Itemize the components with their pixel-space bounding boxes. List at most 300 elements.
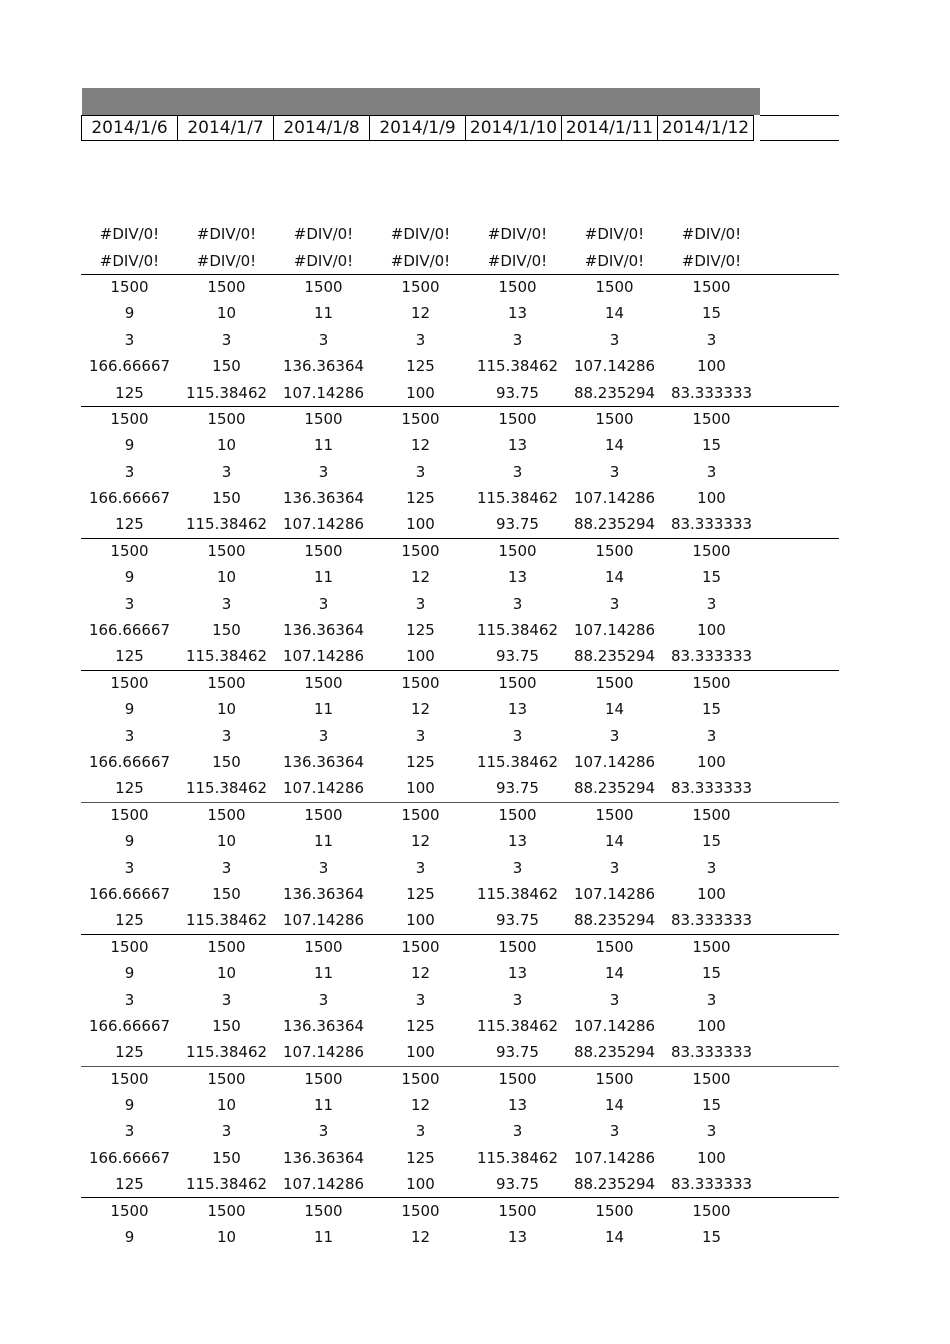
table-cell[interactable]: 100	[697, 753, 726, 771]
table-cell[interactable]: 3	[124, 330, 135, 349]
table-cell[interactable]: 3	[706, 858, 717, 877]
table-cell[interactable]: 3	[512, 330, 523, 349]
table-cell[interactable]: 1500	[304, 278, 343, 297]
table-cell[interactable]: 115.38462	[476, 357, 559, 376]
table-cell[interactable]: 107.14286	[573, 1016, 656, 1035]
table-cell[interactable]: 1500	[595, 278, 634, 297]
table-cell[interactable]: 1500	[110, 1070, 149, 1089]
table-cell[interactable]: 1500	[207, 410, 246, 429]
table-cell[interactable]: 10	[216, 304, 237, 323]
table-cell[interactable]: 10	[216, 1096, 237, 1115]
table-cell[interactable]: #DIV/0!	[293, 251, 354, 270]
table-cell[interactable]: 150	[212, 1148, 241, 1167]
table-cell[interactable]: 107.14286	[282, 911, 365, 930]
table-cell[interactable]: 125	[115, 515, 144, 534]
table-cell[interactable]: 9	[124, 1096, 135, 1115]
table-cell[interactable]: 107.14286	[282, 779, 365, 798]
table-cell[interactable]: 3	[512, 462, 523, 481]
table-cell[interactable]: 100	[406, 647, 435, 666]
table-cell[interactable]: 3	[221, 330, 232, 349]
table-cell[interactable]: 93.75	[496, 779, 539, 798]
table-cell[interactable]: 125	[406, 753, 435, 771]
table-cell[interactable]: 88.235294	[573, 779, 656, 798]
table-cell[interactable]: 1500	[401, 1070, 440, 1089]
table-cell[interactable]: 3	[706, 1122, 717, 1141]
table-row	[81, 749, 839, 775]
data-grid	[81, 221, 839, 1250]
table-row	[81, 1197, 839, 1223]
table-cell[interactable]: 83.333333	[670, 515, 753, 534]
table-cell[interactable]: 14	[604, 304, 625, 323]
table-cell[interactable]: 11	[313, 568, 334, 587]
table-row	[81, 643, 839, 669]
table-cell[interactable]: 3	[609, 990, 620, 1009]
table-row	[81, 775, 839, 801]
table-cell[interactable]: 88.235294	[573, 383, 656, 402]
table-row	[81, 696, 839, 722]
table-cell[interactable]: 11	[313, 304, 334, 323]
table-cell[interactable]: #DIV/0!	[681, 251, 742, 270]
table-cell[interactable]: 115.38462	[476, 489, 559, 508]
table-cell[interactable]: 10	[216, 964, 237, 983]
table-cell[interactable]: 1500	[304, 410, 343, 429]
table-cell[interactable]: 3	[221, 858, 232, 877]
table-row	[81, 854, 839, 880]
table-cell[interactable]: 1500	[304, 674, 343, 693]
table-cell[interactable]: 10	[216, 700, 237, 719]
table-cell[interactable]: 93.75	[496, 911, 539, 930]
table-cell[interactable]: 1500	[692, 1202, 731, 1221]
table-cell[interactable]: 115.38462	[185, 383, 268, 402]
table-cell[interactable]: 1500	[595, 542, 634, 561]
table-row	[81, 986, 839, 1012]
table-cell[interactable]: 88.235294	[573, 911, 656, 930]
table-cell[interactable]: 3	[221, 990, 232, 1009]
table-cell[interactable]: 10	[216, 1228, 237, 1247]
table-cell[interactable]: 125	[115, 1043, 144, 1062]
table-cell[interactable]: 15	[701, 964, 722, 983]
table-cell[interactable]: 3	[609, 594, 620, 613]
table-cell[interactable]: 166.66667	[88, 753, 171, 771]
table-cell[interactable]: 83.333333	[670, 1175, 753, 1194]
table-cell[interactable]: 100	[697, 1148, 726, 1167]
table-cell[interactable]: 9	[124, 1228, 135, 1247]
table-cell[interactable]: 15	[701, 1096, 722, 1115]
table-cell[interactable]: #DIV/0!	[99, 225, 160, 244]
table-cell[interactable]: 9	[124, 568, 135, 587]
table-cell[interactable]: 100	[406, 383, 435, 402]
table-cell[interactable]: 93.75	[496, 647, 539, 666]
table-cell[interactable]: 125	[406, 1148, 435, 1167]
table-cell[interactable]: #DIV/0!	[196, 225, 257, 244]
table-cell[interactable]: 1500	[498, 1202, 537, 1221]
table-cell[interactable]: 115.38462	[476, 1148, 559, 1167]
table-cell[interactable]: 1500	[110, 410, 149, 429]
table-cell[interactable]: 12	[410, 1228, 431, 1247]
table-cell[interactable]: 1500	[498, 806, 537, 825]
table-cell[interactable]: 1500	[401, 278, 440, 297]
table-cell[interactable]: 3	[318, 990, 329, 1009]
date-header-cell[interactable]: 2014/1/8	[273, 115, 370, 141]
table-cell[interactable]: 125	[406, 1016, 435, 1035]
table-row	[81, 564, 839, 590]
table-cell[interactable]: 1500	[498, 674, 537, 693]
table-cell[interactable]: #DIV/0!	[681, 225, 742, 244]
date-header-cell[interactable]: 2014/1/9	[369, 115, 466, 141]
table-cell[interactable]: 136.36364	[282, 1148, 365, 1167]
table-cell[interactable]: 3	[415, 858, 426, 877]
table-cell[interactable]: 3	[512, 990, 523, 1009]
table-cell[interactable]: 100	[406, 1175, 435, 1194]
table-cell[interactable]: 88.235294	[573, 1043, 656, 1062]
table-cell[interactable]: 1500	[692, 674, 731, 693]
empty-header-cell[interactable]	[760, 115, 839, 141]
table-cell[interactable]: 166.66667	[88, 1148, 171, 1167]
table-cell[interactable]: 3	[512, 726, 523, 745]
table-cell[interactable]: 3	[124, 594, 135, 613]
table-cell[interactable]: 3	[609, 858, 620, 877]
table-cell[interactable]: 12	[410, 304, 431, 323]
table-cell[interactable]: 3	[318, 462, 329, 481]
table-cell[interactable]: 1500	[207, 806, 246, 825]
table-cell[interactable]: 1500	[110, 674, 149, 693]
table-cell[interactable]: 3	[706, 990, 717, 1009]
table-cell[interactable]: 1500	[110, 806, 149, 825]
table-cell[interactable]: 107.14286	[282, 383, 365, 402]
table-cell[interactable]: 15	[701, 832, 722, 851]
table-cell[interactable]: 3	[124, 990, 135, 1009]
table-cell[interactable]: 3	[512, 1122, 523, 1141]
table-cell[interactable]: 1500	[692, 542, 731, 561]
table-cell[interactable]: 1500	[207, 1070, 246, 1089]
table-cell[interactable]: 3	[221, 1122, 232, 1141]
table-cell[interactable]: 136.36364	[282, 357, 365, 376]
table-cell[interactable]: 115.38462	[476, 621, 559, 640]
table-cell[interactable]: 1500	[498, 542, 537, 561]
table-cell[interactable]: 14	[604, 832, 625, 851]
table-cell[interactable]: 9	[124, 700, 135, 719]
table-cell[interactable]: 3	[221, 726, 232, 745]
table-cell[interactable]: 1500	[401, 806, 440, 825]
date-header-cell[interactable]: 2014/1/6	[81, 115, 178, 141]
table-cell[interactable]: 3	[512, 858, 523, 877]
table-cell[interactable]: 1500	[304, 938, 343, 957]
table-cell[interactable]: 1500	[595, 1202, 634, 1221]
date-header-cell[interactable]: 2014/1/12	[657, 115, 754, 141]
table-cell[interactable]: 3	[706, 330, 717, 349]
table-cell[interactable]: #DIV/0!	[487, 225, 548, 244]
table-cell[interactable]: 15	[701, 1228, 722, 1247]
table-cell[interactable]: 107.14286	[573, 753, 656, 771]
table-cell[interactable]: 166.66667	[88, 1016, 171, 1035]
table-cell[interactable]: 1500	[207, 938, 246, 957]
table-cell[interactable]: 10	[216, 568, 237, 587]
table-cell[interactable]: 115.38462	[185, 647, 268, 666]
table-cell[interactable]: 107.14286	[573, 357, 656, 376]
table-cell[interactable]: 1500	[401, 674, 440, 693]
table-cell[interactable]: #DIV/0!	[584, 225, 645, 244]
table-cell[interactable]: 15	[701, 436, 722, 455]
table-cell[interactable]: 11	[313, 1228, 334, 1247]
table-cell[interactable]: 1500	[498, 278, 537, 297]
table-cell[interactable]: 136.36364	[282, 753, 365, 771]
table-row	[81, 1145, 839, 1171]
table-cell[interactable]: 1500	[110, 542, 149, 561]
table-cell[interactable]: 3	[221, 462, 232, 481]
table-cell[interactable]: 150	[212, 357, 241, 376]
table-cell[interactable]: 100	[697, 621, 726, 640]
table-cell[interactable]: #DIV/0!	[390, 225, 451, 244]
table-cell[interactable]: 136.36364	[282, 621, 365, 640]
table-cell[interactable]: 1500	[110, 938, 149, 957]
table-cell[interactable]: 100	[697, 884, 726, 903]
table-cell[interactable]: 15	[701, 568, 722, 587]
table-cell[interactable]: 107.14286	[573, 621, 656, 640]
table-cell[interactable]: 3	[415, 1122, 426, 1141]
table-cell[interactable]: 3	[221, 594, 232, 613]
table-cell[interactable]: 13	[507, 964, 528, 983]
table-cell[interactable]: 93.75	[496, 1043, 539, 1062]
table-cell[interactable]: 1500	[498, 1070, 537, 1089]
table-cell[interactable]: 3	[124, 858, 135, 877]
table-cell[interactable]: 1500	[401, 542, 440, 561]
table-cell[interactable]: 150	[212, 884, 241, 903]
table-cell[interactable]: 100	[697, 489, 726, 508]
table-cell[interactable]: 1500	[692, 938, 731, 957]
table-cell[interactable]: 13	[507, 700, 528, 719]
table-cell[interactable]: 1500	[207, 674, 246, 693]
table-cell[interactable]: 9	[124, 832, 135, 851]
table-cell[interactable]: 93.75	[496, 1175, 539, 1194]
table-cell[interactable]: 3	[415, 462, 426, 481]
table-cell[interactable]: 1500	[595, 1070, 634, 1089]
table-cell[interactable]: 14	[604, 1228, 625, 1247]
table-cell[interactable]: 11	[313, 964, 334, 983]
table-cell[interactable]: 125	[115, 911, 144, 930]
table-cell[interactable]: 3	[318, 726, 329, 745]
table-cell[interactable]: 150	[212, 1016, 241, 1035]
table-cell[interactable]: 100	[406, 515, 435, 534]
table-cell[interactable]: 1500	[692, 278, 731, 297]
table-cell[interactable]: 1500	[595, 938, 634, 957]
table-cell[interactable]: 125	[406, 489, 435, 508]
table-cell[interactable]: 14	[604, 964, 625, 983]
table-row	[81, 590, 839, 616]
table-cell[interactable]: 100	[406, 911, 435, 930]
table-cell[interactable]: 11	[313, 832, 334, 851]
table-cell[interactable]: 3	[124, 726, 135, 745]
table-cell[interactable]: 107.14286	[573, 884, 656, 903]
table-cell[interactable]: 3	[318, 858, 329, 877]
table-cell[interactable]: 88.235294	[573, 1175, 656, 1194]
table-cell[interactable]: 1500	[304, 1202, 343, 1221]
table-cell[interactable]: 3	[124, 462, 135, 481]
table-row	[81, 459, 839, 485]
table-cell[interactable]: 12	[410, 964, 431, 983]
table-cell[interactable]: 1500	[110, 1202, 149, 1221]
table-row	[81, 1171, 839, 1197]
table-cell[interactable]: 1500	[304, 806, 343, 825]
table-cell[interactable]: 11	[313, 436, 334, 455]
table-cell[interactable]: 115.38462	[476, 884, 559, 903]
table-cell[interactable]: 93.75	[496, 383, 539, 402]
table-cell[interactable]: 10	[216, 832, 237, 851]
table-cell[interactable]: 13	[507, 1096, 528, 1115]
table-cell[interactable]: 115.38462	[185, 779, 268, 798]
table-cell[interactable]: #DIV/0!	[584, 251, 645, 270]
table-cell[interactable]: 3	[415, 726, 426, 745]
table-cell[interactable]: 107.14286	[282, 1043, 365, 1062]
table-cell[interactable]: 83.333333	[670, 383, 753, 402]
table-row	[81, 1224, 839, 1250]
table-cell[interactable]: 115.38462	[476, 1016, 559, 1035]
table-cell[interactable]: 107.14286	[282, 515, 365, 534]
table-cell[interactable]: 107.14286	[573, 489, 656, 508]
table-cell[interactable]: 3	[415, 594, 426, 613]
table-cell[interactable]: 12	[410, 832, 431, 851]
table-cell[interactable]: 12	[410, 568, 431, 587]
table-cell[interactable]: 13	[507, 1228, 528, 1247]
table-cell[interactable]: 3	[609, 726, 620, 745]
table-cell[interactable]: 100	[697, 1016, 726, 1035]
table-cell[interactable]: 100	[406, 779, 435, 798]
table-cell[interactable]: 3	[512, 594, 523, 613]
table-cell[interactable]: 3	[609, 330, 620, 349]
table-cell[interactable]: 13	[507, 568, 528, 587]
table-cell[interactable]: 3	[706, 594, 717, 613]
table-cell[interactable]: 100	[406, 1043, 435, 1062]
table-cell[interactable]: 9	[124, 436, 135, 455]
table-cell[interactable]: 3	[318, 594, 329, 613]
table-cell[interactable]: 125	[115, 383, 144, 402]
table-cell[interactable]: 3	[415, 990, 426, 1009]
table-row	[81, 802, 839, 828]
table-cell[interactable]: 125	[406, 621, 435, 640]
table-cell[interactable]: 3	[415, 330, 426, 349]
table-cell[interactable]: 115.38462	[476, 753, 559, 771]
table-cell[interactable]: 1500	[595, 674, 634, 693]
table-cell[interactable]: 125	[115, 1175, 144, 1194]
table-cell[interactable]: 166.66667	[88, 357, 171, 376]
table-cell[interactable]: 1500	[401, 1202, 440, 1221]
date-header-cell[interactable]: 2014/1/11	[561, 115, 658, 141]
table-cell[interactable]: 15	[701, 700, 722, 719]
table-cell[interactable]: 1500	[692, 410, 731, 429]
table-cell[interactable]: #DIV/0!	[390, 251, 451, 270]
table-cell[interactable]: 13	[507, 304, 528, 323]
table-cell[interactable]: 13	[507, 832, 528, 851]
table-cell[interactable]: 150	[212, 753, 241, 771]
table-cell[interactable]: 83.333333	[670, 1043, 753, 1062]
table-cell[interactable]: 166.66667	[88, 621, 171, 640]
table-cell[interactable]: 1500	[401, 938, 440, 957]
table-cell[interactable]: 1500	[498, 410, 537, 429]
table-cell[interactable]: 14	[604, 436, 625, 455]
table-cell[interactable]: 115.38462	[185, 911, 268, 930]
table-cell[interactable]: 11	[313, 1096, 334, 1115]
table-cell[interactable]: 14	[604, 1096, 625, 1115]
table-cell[interactable]: 115.38462	[185, 1175, 268, 1194]
table-cell[interactable]: 3	[318, 330, 329, 349]
table-cell[interactable]: 107.14286	[282, 647, 365, 666]
table-cell[interactable]: #DIV/0!	[99, 251, 160, 270]
table-cell[interactable]: 125	[406, 884, 435, 903]
table-cell[interactable]: 9	[124, 304, 135, 323]
table-cell[interactable]: 1500	[498, 938, 537, 957]
table-cell[interactable]: 125	[115, 647, 144, 666]
table-cell[interactable]: 1500	[304, 542, 343, 561]
table-cell[interactable]: 125	[406, 357, 435, 376]
table-cell[interactable]: 115.38462	[185, 515, 268, 534]
table-cell[interactable]: 93.75	[496, 515, 539, 534]
table-cell[interactable]: 1500	[401, 410, 440, 429]
table-cell[interactable]: #DIV/0!	[487, 251, 548, 270]
table-row	[81, 1013, 839, 1039]
table-cell[interactable]: 83.333333	[670, 647, 753, 666]
table-cell[interactable]: #DIV/0!	[196, 251, 257, 270]
table-cell[interactable]: 100	[697, 357, 726, 376]
table-cell[interactable]: 125	[115, 779, 144, 798]
table-cell[interactable]: 1500	[692, 806, 731, 825]
table-cell[interactable]: 150	[212, 621, 241, 640]
table-cell[interactable]: 12	[410, 1096, 431, 1115]
table-cell[interactable]: 136.36364	[282, 489, 365, 508]
table-cell[interactable]: 1500	[595, 806, 634, 825]
table-cell[interactable]: 88.235294	[573, 515, 656, 534]
table-cell[interactable]: 1500	[110, 278, 149, 297]
table-cell[interactable]: 1500	[207, 542, 246, 561]
table-cell[interactable]: 13	[507, 436, 528, 455]
table-cell[interactable]: 1500	[692, 1070, 731, 1089]
table-cell[interactable]: 3	[124, 1122, 135, 1141]
table-cell[interactable]: 1500	[207, 278, 246, 297]
table-row	[81, 274, 839, 300]
table-cell[interactable]: 3	[318, 1122, 329, 1141]
table-cell[interactable]: 12	[410, 436, 431, 455]
table-cell[interactable]: 136.36364	[282, 1016, 365, 1035]
table-cell[interactable]: 150	[212, 489, 241, 508]
table-cell[interactable]: 14	[604, 700, 625, 719]
table-cell[interactable]: 1500	[207, 1202, 246, 1221]
date-header-cell[interactable]: 2014/1/10	[465, 115, 562, 141]
table-cell[interactable]: 11	[313, 700, 334, 719]
table-cell[interactable]: 9	[124, 964, 135, 983]
table-cell[interactable]: 136.36364	[282, 884, 365, 903]
table-cell[interactable]: 166.66667	[88, 489, 171, 508]
table-cell[interactable]: 166.66667	[88, 884, 171, 903]
table-cell[interactable]: 3	[706, 462, 717, 481]
table-cell[interactable]: 3	[609, 462, 620, 481]
table-cell[interactable]: 3	[609, 1122, 620, 1141]
table-cell[interactable]: 3	[706, 726, 717, 745]
date-header-cell[interactable]: 2014/1/7	[177, 115, 274, 141]
table-cell[interactable]: 15	[701, 304, 722, 323]
table-cell[interactable]: 88.235294	[573, 647, 656, 666]
table-cell[interactable]: #DIV/0!	[293, 225, 354, 244]
table-cell[interactable]: 115.38462	[185, 1043, 268, 1062]
table-row	[81, 353, 839, 379]
table-cell[interactable]: 107.14286	[573, 1148, 656, 1167]
table-cell[interactable]: 12	[410, 700, 431, 719]
table-cell[interactable]: 83.333333	[670, 779, 753, 798]
table-cell[interactable]: 1500	[595, 410, 634, 429]
table-cell[interactable]: 10	[216, 436, 237, 455]
table-cell[interactable]: 1500	[304, 1070, 343, 1089]
table-cell[interactable]: 107.14286	[282, 1175, 365, 1194]
table-cell[interactable]: 14	[604, 568, 625, 587]
table-row	[81, 221, 839, 247]
table-cell[interactable]: 83.333333	[670, 911, 753, 930]
